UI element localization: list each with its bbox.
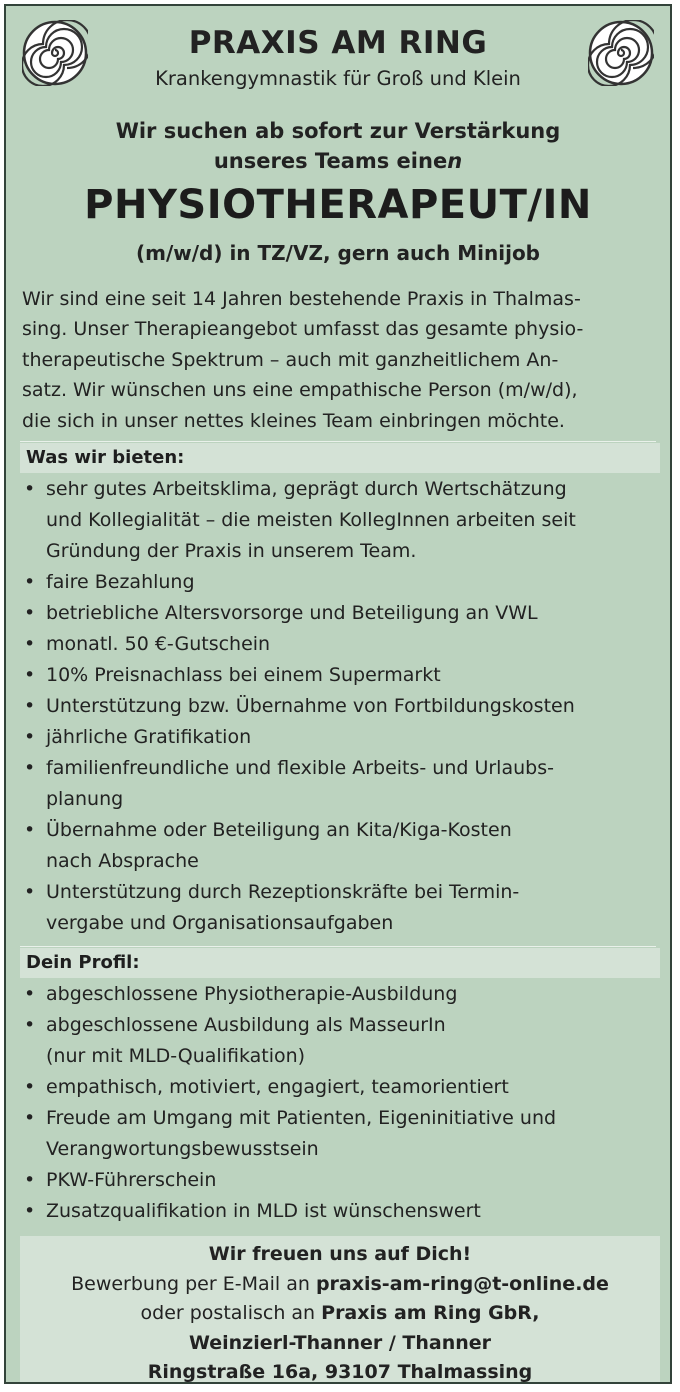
email-prefix: Bewerbung per E-Mail an [71,1272,316,1295]
list-item-text: abgeschlossene Physiotherapie-Ausbildung [46,983,458,1005]
footer-post-line [20,1299,660,1329]
bullet-icon: • [24,1200,36,1222]
job-subtitle: (m/w/d) in TZ/VZ, gern auch Minijob [135,241,541,265]
post-prefix: oder postalisch an [140,1302,322,1324]
list-item-text: monatl. 50 €-Gutschein [46,633,271,655]
list-item-text: Freude am Umgang mit Patienten, Eigeninitiative und [46,1107,557,1129]
list-item-text: (nur mit MLD-Qualifikation) [46,1045,306,1067]
list-item [22,1196,662,1227]
bullet-icon: • [24,983,36,1005]
list-item [22,629,662,660]
bullet-icon: • [24,1014,36,1036]
list-item-text: faire Bezahlung [46,571,195,593]
list-item-text: Übernahme oder Beteiligung an Kita/Kiga-Kosten [46,819,512,841]
footer-names: Weinzierl-Thanner / Thanner [188,1331,492,1354]
list-item-text: sehr gutes Arbeitsklima, geprägt durch Wertschätzung [46,478,567,500]
list-item [22,598,662,629]
list-item-text: Gründung der Praxis in unserem Team. [46,540,417,562]
list-item [22,1165,662,1196]
intro-line-1: Wir suchen ab sofort zur Verstärkung [115,119,561,143]
list-item [22,660,662,691]
list-item [22,1072,662,1103]
list-item-text: Verangwortungsbewusstsein [46,1138,319,1160]
list-item [22,691,662,722]
footer-email-line [20,1270,660,1300]
footer-greeting: Wir freuen uns auf Dich! [208,1243,472,1265]
list-item-text: nach Absprache [46,850,199,872]
list-item-text: betriebliche Altersvorsorge und Beteiligung an VWL [46,602,538,624]
job-advertisement [4,4,672,1384]
description-line: satz. Wir wünschen uns eine empathische Person (m/w/d), [22,379,578,402]
list-item [22,722,662,753]
list-item [22,815,662,877]
bullet-icon: • [24,819,36,841]
practice-name: PRAXIS AM RING [188,25,488,61]
intro-line-2-em: n [447,149,463,173]
contact-footer [20,1236,660,1382]
list-item-text: PKW-Führerschein [46,1169,217,1191]
profile-heading: Dein Profil: [20,948,660,978]
footer-address: Ringstraße 16a, 93107 Thalmassing [147,1361,533,1383]
list-item [22,753,662,815]
description [22,284,658,436]
email-address: praxis-am-ring@t-online.de [315,1272,609,1295]
bullet-icon: • [24,602,36,624]
bullet-icon: • [24,664,36,686]
header [6,24,670,94]
divider [20,946,656,947]
list-item [22,567,662,598]
list-item-text: Unterstützung durch Rezeptionskräfte bei Termin- [46,881,520,903]
list-item-text: abgeschlossene Ausbildung als MasseurIn [46,1014,446,1036]
list-item-text: familienfreundliche und flexible Arbeits- und Urlaubs- [46,757,554,779]
list-item [22,474,662,567]
list-item-text: vergabe und Organisationsaufgaben [46,912,394,934]
list-item [22,877,662,939]
list-item [22,979,662,1010]
profile-list [22,979,662,1227]
bullet-icon: • [24,757,36,779]
list-item-text: jährliche Gratifikation [46,726,252,748]
company-name: Praxis am Ring GbR, [321,1302,540,1324]
offer-list [22,474,662,939]
description-line: sing. Unser Therapieangebot umfasst das gesamte physio- [22,318,584,341]
list-item-text: planung [46,788,124,810]
description-line: Wir sind eine seit 14 Jahren bestehende Praxis in Thalmas- [22,288,581,310]
intro-line-2-main: unseres Teams eine [213,149,448,173]
description-line: die sich in unser nettes kleines Team einbringen möchte. [22,409,565,432]
bullet-icon: • [24,478,36,500]
bullet-icon: • [24,571,36,593]
bullet-icon: • [24,726,36,748]
offer-heading: Was wir bieten: [20,443,660,473]
list-item-text: und Kollegialität – die meisten KollegInnen arbeiten seit [46,509,576,531]
list-item-text: empathisch, motiviert, engagiert, teamorientiert [46,1076,509,1098]
bullet-icon: • [24,881,36,903]
divider [20,441,656,442]
bullet-icon: • [24,1169,36,1191]
description-line: therapeutische Spektrum – auch mit ganzheitlichem An- [22,348,559,371]
bullet-icon: • [24,695,36,717]
list-item [22,1010,662,1072]
intro-line-2 [6,146,670,176]
practice-subtitle: Krankengymnastik für Groß und Klein [155,67,521,90]
list-item-text: Zusatzqualifikation in MLD ist wünschenswert [46,1200,481,1222]
list-item-text: 10% Preisnachlass bei einem Supermarkt [46,664,441,686]
intro-heading [6,116,670,176]
list-item [22,1103,662,1165]
bullet-icon: • [24,1076,36,1098]
bullet-icon: • [24,1107,36,1129]
list-item-text: Unterstützung bzw. Übernahme von Fortbildungskosten [46,695,575,717]
bullet-icon: • [24,633,36,655]
job-title: PHYSIOTHERAPEUT/IN [84,182,592,228]
